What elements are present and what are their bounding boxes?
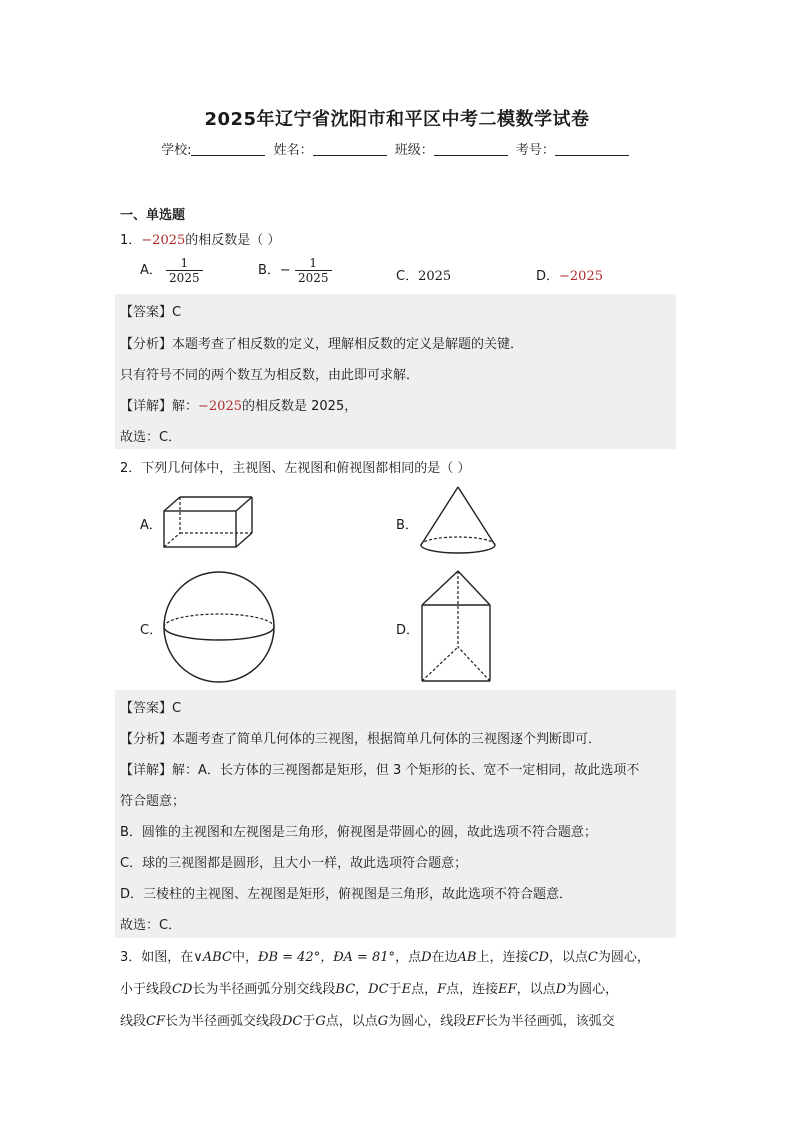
math-segment: CF [146,1014,165,1029]
page-title: 2025年辽宁省沈阳市和平区中考二模数学试卷 [204,109,590,130]
name-label: 姓名： [273,143,313,158]
text: 小于线段 [120,982,173,997]
q2-option-b-label: B． [396,518,418,533]
fraction [166,256,203,285]
text: ，以点 [516,982,556,997]
text: 为圆心，线段 [388,1014,467,1029]
denominator: 2025 [166,270,203,285]
q2-analysis: 【分析】本题考查了简单几何体的三视图，根据简单几何体的三视图逐个判断即可． [120,732,602,747]
school-label: 学校: [161,143,192,158]
class-blank[interactable] [434,143,508,156]
option-value: 2025 [418,269,452,284]
q1-stem-rest: 的相反数是（ ） [185,233,281,248]
text: 长为半径画弧，该弧交 [484,1014,615,1029]
math-point: G [377,1014,389,1029]
math-segment: EF [466,1014,485,1029]
q2-detail-1: 【详解】解：A．长方体的三视图都是矩形，但 3 个矩形的长、宽不一定相同，故此选项不 [120,763,640,778]
q1-option-b [258,256,332,285]
q1-analysis-2: 只有符号不同的两个数互为相反数，由此即可求解． [120,368,420,383]
sphere-figure [160,572,280,684]
option-label: D． [536,269,560,284]
name-blank[interactable] [313,143,387,156]
q3-line-2 [120,978,618,997]
text: 中， [231,950,258,965]
text: 为圆心， [597,950,650,965]
math-point: G [315,1014,326,1029]
detail-neg-number: −2025 [198,399,242,414]
text: 上，连接 [476,950,529,965]
q2-answer: 【答案】C [120,701,182,716]
math-segment: AB [457,950,477,965]
text: 为圆心， [566,982,619,997]
math-angles: ÐB = 42°，ÐA = 81° [257,950,396,965]
exam-number-blank[interactable] [555,143,629,156]
minus-sign: − [279,263,291,278]
math-segment: BC [335,982,356,997]
option-value: −2025 [559,269,603,284]
q2-stem: 2．下列几何体中，主视图、左视图和俯视图都相同的是（ ） [120,461,471,476]
option-label: B． [258,263,280,278]
math-segment: DC [368,982,389,997]
q2-detail-4: C．球的三视图都是圆形，且大小一样，故此选项符合题意； [120,856,468,871]
math-point: F [437,982,447,997]
detail-rest: 的相反数是 2025， [242,399,358,414]
q1-number: 1． [120,233,142,248]
fraction [295,256,332,285]
text: ，以点 [548,950,588,965]
numerator: 1 [180,256,189,270]
q2-detail-2: 符合题意； [120,794,186,809]
triangular-prism-figure [418,569,494,684]
q1-option-d [536,265,603,284]
cone-figure [418,485,498,560]
text: 长为半径画弧分别交线段 [192,982,336,997]
denominator: 2025 [295,270,332,285]
q2-option-d-label: D． [396,623,420,638]
q1-option-a [140,256,203,285]
q3-line-1 [120,946,650,965]
q2-option-c-label: C． [140,623,163,638]
q1-option-c [396,265,451,284]
text: ， [355,982,369,997]
cuboid-figure [160,493,260,553]
math-point: D [421,950,432,965]
text: 点，以点 [325,1014,378,1029]
text: 3．如图，在 [120,950,194,965]
math-segment: CD [528,950,549,965]
numerator: 1 [309,256,318,270]
math-segment: CD [172,982,193,997]
text: ，点 [395,950,422,965]
q1-stem [120,229,280,248]
math-segment: DC [282,1014,303,1029]
text: 线段 [120,1014,147,1029]
detail-prefix: 【详解】解： [120,399,199,414]
q1-choose: 故选：C． [120,430,182,445]
q1-detail [120,395,357,414]
exam-number-label: 考号： [515,143,555,158]
school-blank[interactable] [191,143,265,156]
text: 于 [302,1014,316,1029]
math-triangle: ∨ABC [193,950,232,965]
q1-neg-number: −2025 [141,233,186,248]
text: 长为半径画弧交线段 [164,1014,282,1029]
math-point: D [555,982,567,997]
q1-answer: 【答案】C [120,305,182,320]
text: 于 [388,982,402,997]
q2-detail-5: D．三棱柱的主视图、左视图是矩形，俯视图是三角形，故此选项不符合题意． [120,887,573,902]
math-point: C [587,950,598,965]
class-label: 班级： [394,143,434,158]
math-segment: EF [498,982,517,997]
text: 在边 [431,950,458,965]
text: 点， [411,982,438,997]
text: 点，连接 [446,982,499,997]
q2-detail-3: B．圆锥的主视图和左视图是三角形，俯视图是带圆心的圆，故此选项不符合题意； [120,825,597,840]
q1-analysis: 【分析】本题考查了相反数的定义，理解相反数的定义是解题的关键． [120,337,524,352]
section-heading: 一、单选题 [120,208,186,223]
option-label: A． [140,263,162,278]
math-point: E [401,982,412,997]
q2-choose: 故选：C． [120,918,182,933]
student-info-line [0,139,794,158]
q3-line-3 [120,1010,615,1029]
q2-option-a-label: A． [140,518,162,533]
option-label: C． [396,269,419,284]
